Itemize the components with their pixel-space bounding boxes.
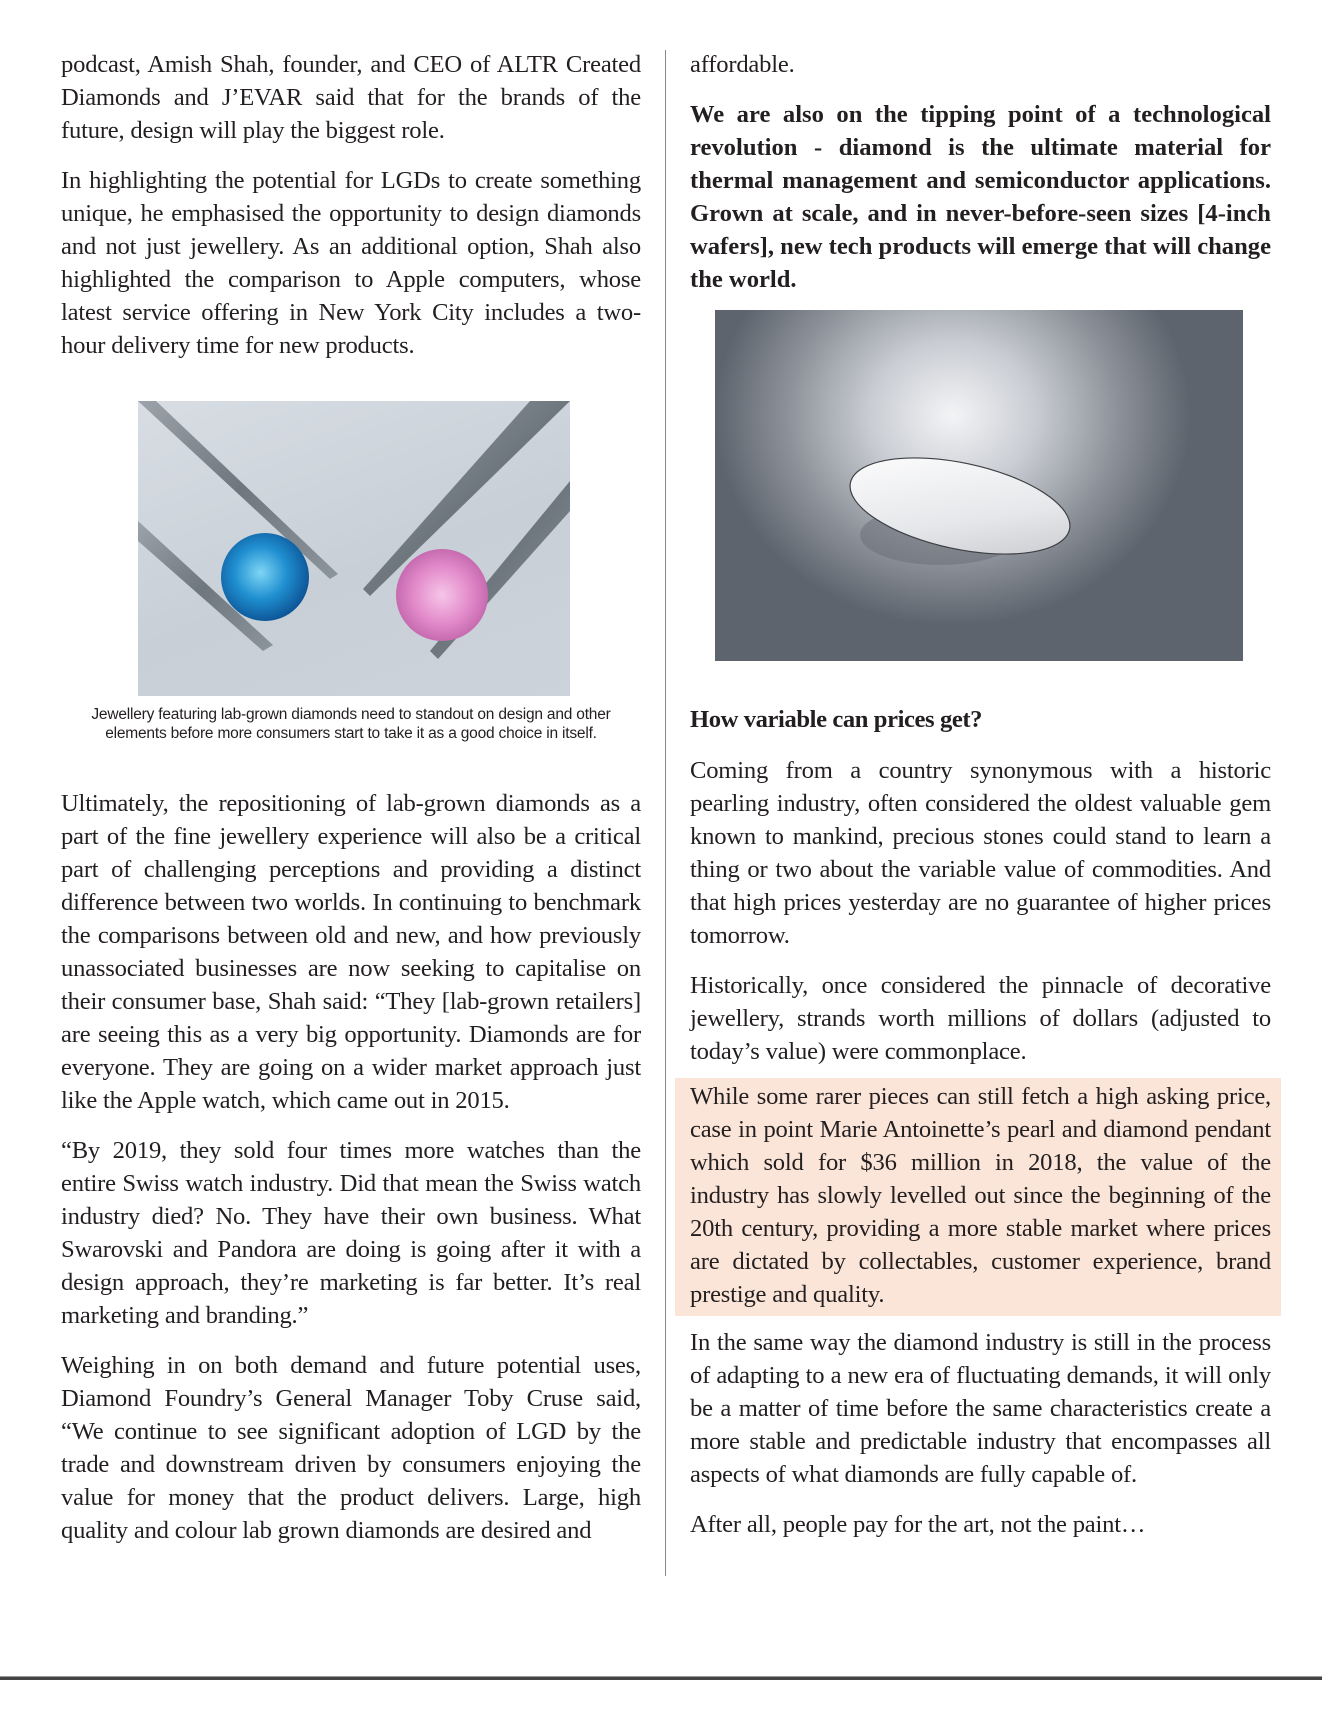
page-bottom-rule: [0, 1676, 1322, 1680]
figure-caption: Jewellery featuring lab-grown diamonds need to standout on design and other elements before more consumers start to take it as a good choice in itself.: [91, 706, 611, 742]
right-column-prices: [690, 703, 1271, 1085]
paragraph-historically: Historically, once considered the pinnacle of decorative jewellery, strands worth millions of dollars (adjusted to today’s value) were commonplace.: [690, 972, 1271, 1065]
diamonds-tweezers-image: [138, 401, 570, 696]
paragraph-art-not-paint: After all, people pay for the art, not the paint…: [690, 1511, 1146, 1538]
right-column: [690, 48, 1271, 313]
column-divider: [665, 50, 666, 1576]
highlight-box: [675, 1078, 1281, 1316]
blue-diamond: [221, 533, 309, 621]
paragraph-same-way: In the same way the diamond industry is still in the process of adapting to a new era of fluctuating demands, it will only be a matter of time before the same characteristics create a more stable and predictable industry that encompasses all aspects of what diamonds are fully capable of.: [690, 1329, 1271, 1488]
subheading-prices: How variable can prices get?: [690, 706, 983, 733]
paragraph-tech-revolution: We are also on the tipping point of a technological revolution - diamond is the ultimate material for thermal management and semiconductor applications. Grown at scale, and in never-before-seen sizes [4-inch wafers], new tech products will emerge that will change the world.: [690, 101, 1271, 293]
paragraph-marie-antoinette: While some rarer pieces can still fetch a high asking price, case in point Marie Antoinette’s pearl and diamond pendant which sold for $36 million in 2018, the value of the industry has slowly levelled out since the beginning of the 20th century, providing a more stable market where prices are dictated by collectables, customer experience, brand prestige and quality.: [690, 1083, 1271, 1308]
paragraph-repositioning: Ultimately, the repositioning of lab-grown diamonds as a part of the fine jewellery experience will also be a critical part of challenging perceptions and providing a distinct difference between two worlds. In continuing to benchmark the comparisons between old and new, and how previously unassociated businesses are now seeking to capitalise on their consumer base, Shah said: “They [lab-grown retailers] are seeing this as a very big opportunity. Diamonds are for everyone. They are going on a wider market approach just like the Apple watch, which came out in 2015.: [61, 790, 641, 1114]
left-column-lower: [61, 787, 641, 1564]
diamond-wafer-image: [715, 310, 1243, 661]
paragraph-shah-intro: podcast, Amish Shah, founder, and CEO of ALTR Created Diamonds and J’EVAR said that for the brands of the future, design will play the biggest role.: [61, 51, 641, 144]
figure-diamond-wafer: [715, 310, 1243, 661]
paragraph-pearling: Coming from a country synonymous with a historic pearling industry, often considered the oldest valuable gem known to mankind, precious stones could stand to learn a thing or two about the variable value of commodities. And that high prices yesterday are no guarantee of higher prices tomorrow.: [690, 757, 1271, 949]
paragraph-continuation: affordable.: [690, 51, 795, 78]
right-column-closing: [690, 1326, 1271, 1558]
paragraph-swiss-watch: “By 2019, they sold four times more watches than the entire Swiss watch industry. Did that mean the Swiss watch industry died? No. They have their own business. What Swarovski and Pandora are doing is going after it with a design approach, they’re marketing is far better. It’s real marketing and branding.”: [61, 1137, 641, 1329]
paragraph-toby-cruse: Weighing in on both demand and future potential uses, Diamond Foundry’s General Manager Toby Cruse said, “We continue to see significant adoption of LGD by the trade and downstream driven by consumers enjoying the value for money that the product delivers. Large, high quality and colour lab grown diamonds are desired and: [61, 1352, 641, 1544]
figure-coloured-diamonds: [138, 401, 570, 696]
left-column: [61, 48, 641, 379]
paragraph-lgd-potential: In highlighting the potential for LGDs to create something unique, he emphasised the opportunity to design diamonds and not just jewellery. As an additional option, Shah also highlighted the comparison to Apple computers, whose latest service offering in New York City includes a two-hour delivery time for new products.: [61, 167, 641, 359]
pink-diamond: [396, 549, 488, 641]
